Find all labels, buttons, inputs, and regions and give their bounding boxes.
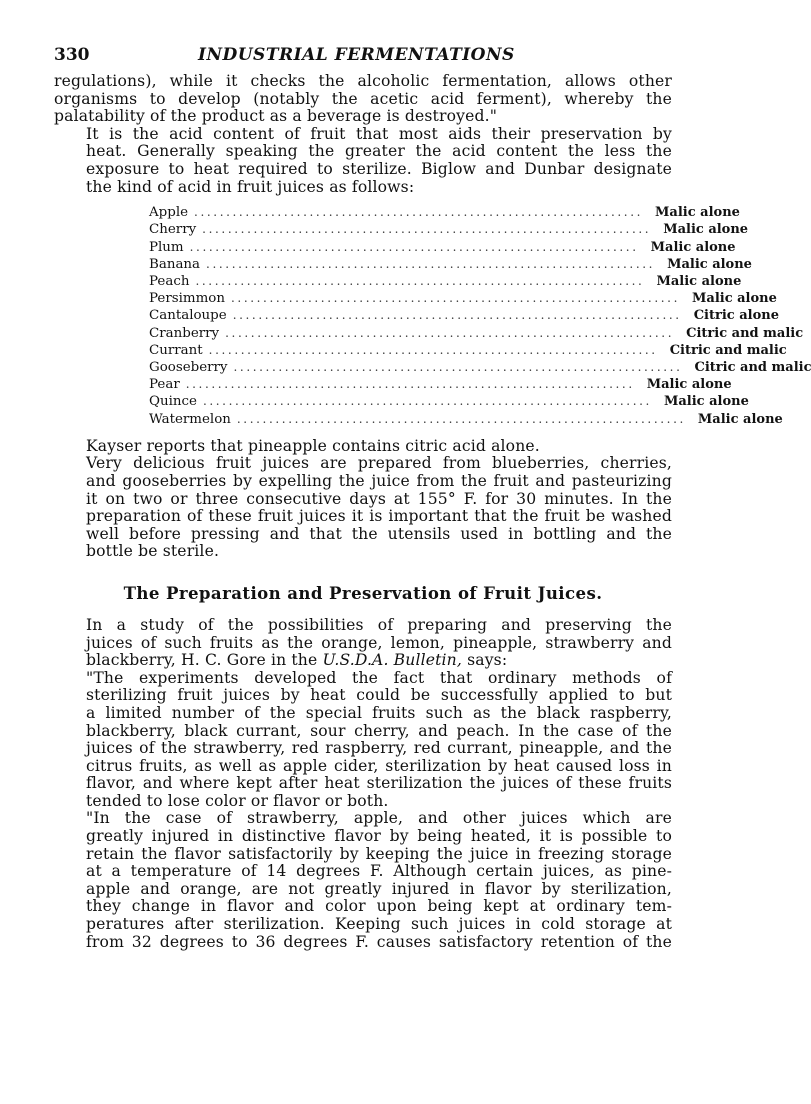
table-row: [149, 273, 742, 290]
text-line: blackberry, black currant, sour cherry, and peach. In the case of the: [86, 721, 672, 740]
dot-leader: ......................................................................: [189, 239, 639, 254]
acid-type: Citric and malic: [694, 359, 811, 375]
table-row: [149, 221, 749, 238]
dot-leader: ......................................................................: [230, 291, 680, 306]
dot-leader: ......................................................................: [225, 325, 675, 340]
text-line: flavor, and where kept after heat sterilization the juices of these fruits: [86, 774, 672, 793]
fruit-name: Persimmon: [149, 291, 225, 307]
acid-type: Malic alone: [692, 291, 777, 307]
text-line: juices of such fruits as the orange, lemon, pineapple, strawberry and: [86, 633, 672, 652]
running-title: INDUSTRIAL FERMENTATIONS: [198, 45, 515, 65]
text-line: bottle be sterile.: [86, 542, 220, 561]
dot-leader: ......................................................................: [194, 205, 644, 220]
text-line: heat. Generally speaking the greater the acid content the less the: [86, 142, 672, 161]
fruit-name: Cranberry: [149, 325, 220, 341]
text-line: tended to lose color or flavor or both.: [86, 791, 389, 810]
paragraph-kayser: [54, 438, 672, 456]
text-line: Kayser reports that pineapple contains citric acid alone.: [86, 436, 540, 455]
dot-leader: ......................................................................: [185, 377, 635, 392]
table-row: [149, 376, 732, 393]
table-row: [149, 411, 783, 428]
text-line: Very delicious fruit juices are prepared from blueberries, cherries,: [86, 454, 672, 473]
paragraph-experiments-quote: [54, 670, 672, 811]
text-line: greatly injured in distinctive flavor by being heated, it is possible to: [86, 827, 672, 846]
text-line: citrus fruits, as well as apple cider, sterilization by heat caused loss in: [86, 756, 672, 775]
acid-type: Citric alone: [693, 308, 779, 324]
dot-leader: ......................................................................: [202, 222, 652, 237]
table-row: [149, 359, 811, 376]
paragraph-regulations: [54, 73, 672, 126]
dot-leader: ......................................................................: [233, 359, 683, 374]
fruit-name: Gooseberry: [149, 359, 228, 375]
page-number: 330: [54, 45, 90, 65]
acid-type: Malic alone: [663, 222, 749, 238]
table-row: [149, 204, 740, 221]
text-line: "In the case of strawberry, apple, and other juices which are: [86, 809, 672, 828]
dot-leader: ......................................................................: [195, 273, 645, 288]
fruit-name: Apple: [149, 205, 189, 221]
text-line: regulations), while it checks the alcoholic fermentation, allows other: [54, 72, 672, 90]
text-line: preparation of these fruit juices it is important that the fruit be washed: [86, 507, 672, 526]
text-line: it on two or three consecutive days at 155° F. for 30 minutes. In the: [86, 489, 672, 508]
dot-leader: ......................................................................: [202, 394, 652, 409]
fruit-name: Banana: [149, 256, 201, 272]
acid-type: Citric and malic: [669, 342, 787, 358]
table-row: [149, 307, 779, 324]
text-line: [54, 652, 672, 670]
acid-type: Malic alone: [663, 394, 749, 410]
running-head: [54, 45, 672, 73]
fruit-name: Cherry: [149, 222, 197, 238]
text-line: palatability of the product as a beverage is destroyed.": [54, 107, 498, 126]
text-run: says:: [467, 651, 508, 670]
text-line: from 32 degrees to 36 degrees F. causes satisfactory retention of the: [86, 932, 672, 951]
text-line: exposure to heat required to sterilize. Biglow and Dunbar designate: [86, 159, 672, 178]
publication-title: U.S.D.A. Bulletin,: [322, 651, 462, 670]
acid-type: Malic alone: [667, 256, 752, 272]
text-line: at a temperature of 14 degrees F. Although certain juices, as pine-: [86, 862, 672, 881]
table-row: [149, 239, 736, 256]
text-line: a limited number of the special fruits such as the black raspberry,: [86, 703, 672, 722]
paragraph-delicious-juices: [54, 455, 672, 561]
dot-leader: ......................................................................: [206, 256, 656, 271]
paragraph-gore-study: [54, 617, 672, 670]
text-line: the kind of acid in fruit juices as follows:: [86, 177, 415, 196]
text-line: juices of the strawberry, red raspberry, red currant, pineapple, and the: [86, 739, 672, 758]
acid-type: Malic alone: [697, 411, 783, 427]
acid-type: Malic alone: [650, 239, 736, 255]
text-line: retain the flavor satisfactorily by keeping the juice in freezing storage: [86, 844, 672, 863]
text-run: blackberry, H. C. Gore in the: [86, 651, 318, 670]
text-line: well before pressing and that the utensils used in bottling and the: [86, 524, 672, 543]
dot-leader: ......................................................................: [208, 342, 658, 357]
book-page: [54, 45, 811, 951]
paragraph-acid-content: [54, 126, 672, 196]
text-line: peratures after sterilization. Keeping such juices in cold storage at: [86, 915, 672, 934]
acid-type: Citric and malic: [686, 325, 804, 341]
fruit-name: Quince: [149, 394, 197, 410]
text-line: apple and orange, are not greatly injured in flavor by sterilization,: [86, 879, 672, 898]
text-line: It is the acid content of fruit that most aids their preservation by: [86, 124, 672, 143]
text-line: In a study of the possibilities of preparing and preserving the: [86, 615, 672, 634]
paragraph-strawberry-quote: [54, 810, 672, 951]
fruit-name: Plum: [149, 239, 184, 255]
table-row: [149, 393, 749, 410]
text-line: organisms to develop (notably the acetic acid ferment), whereby the: [54, 89, 672, 108]
fruit-name: Peach: [149, 273, 190, 289]
table-row: [149, 290, 777, 307]
acid-type: Malic alone: [655, 205, 740, 221]
table-row: [149, 325, 804, 342]
table-row: [149, 256, 752, 273]
fruit-acid-table: [149, 204, 811, 428]
text-line: they change in flavor and color upon being kept at ordinary tem-: [86, 897, 672, 916]
text-line: sterilizing fruit juices by heat could be successfully applied to but: [86, 686, 672, 705]
acid-type: Malic alone: [646, 377, 732, 393]
fruit-name: Cantaloupe: [149, 308, 227, 324]
table-row: [149, 342, 787, 359]
section-heading: The Preparation and Preservation of Fruit Juices.: [123, 582, 603, 603]
fruit-name: Pear: [149, 377, 180, 393]
fruit-name: Currant: [149, 342, 203, 358]
text-line: and gooseberries by expelling the juice from the fruit and pasteurizing: [86, 471, 672, 490]
dot-leader: ......................................................................: [236, 411, 686, 426]
acid-type: Malic alone: [656, 273, 742, 289]
fruit-name: Watermelon: [149, 411, 231, 427]
dot-leader: ......................................................................: [232, 308, 682, 323]
text-line: "The experiments developed the fact that ordinary methods of: [86, 668, 672, 687]
